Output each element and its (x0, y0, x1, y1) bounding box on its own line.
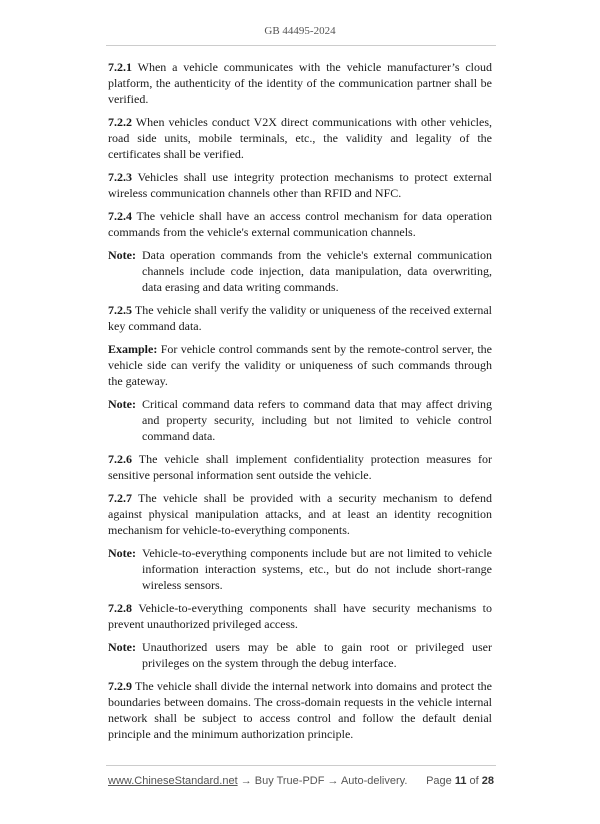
footer-promo (108, 774, 407, 788)
clause-paragraph (108, 302, 492, 334)
clause-number: Example: (108, 342, 158, 356)
note-label: Note: (108, 640, 136, 654)
clause-number: 7.2.9 (108, 679, 132, 693)
note-paragraph (108, 639, 492, 671)
note-text: Data operation commands from the vehicle's external communication channels include code injection, data manipulation, data overwriting, data erasing and data writing commands. (142, 248, 492, 294)
clause-text: The vehicle shall divide the internal network into domains and protect the boundaries between domains. The cross-domain requests in the vehicle internal network shall be subject to access control and follow the default denial principle and the minimum authorization principle. (108, 679, 492, 741)
note-label: Note: (108, 397, 136, 411)
page-number: Page 11 of 28 (426, 775, 494, 787)
clause-text: The vehicle shall be provided with a security mechanism to defend against physical manipulation attacks, and at least an identity recognition mechanism for vehicle-to-everything components. (108, 491, 492, 537)
promo-text: → Buy True-PDF → Auto-delivery. (237, 775, 408, 787)
note-paragraph (108, 396, 492, 444)
clause-paragraph (108, 600, 492, 632)
clause-text: When a vehicle communicates with the vehicle manufacturer’s cloud platform, the authenticity of the identity of the communication partner shall be verified. (108, 60, 492, 106)
clause-paragraph (108, 490, 492, 538)
clause-number: 7.2.4 (108, 209, 132, 223)
note-text: Vehicle-to-everything components include but are not limited to vehicle information interaction systems, etc., but do not include short-range wireless sensors. (142, 546, 492, 592)
website-link[interactable]: www.ChineseStandard.net (108, 775, 238, 787)
note-label: Note: (108, 546, 136, 560)
header-divider (106, 45, 496, 46)
clause-text: For vehicle control commands sent by the remote-control server, the vehicle side can verify the validity or uniqueness of such commands through the gateway. (108, 342, 492, 388)
clause-number: 7.2.3 (108, 170, 132, 184)
clause-number: 7.2.2 (108, 115, 132, 129)
clause-paragraph (108, 341, 492, 389)
note-text: Critical command data refers to command data that may affect driving and property security, including but not limited to vehicle control command data. (142, 397, 492, 443)
note-text: Unauthorized users may be able to gain root or privileged user privileges on the system through the debug interface. (142, 640, 492, 670)
clause-paragraph (108, 678, 492, 742)
clause-number: 7.2.7 (108, 491, 132, 505)
clause-paragraph (108, 59, 492, 107)
clause-number: 7.2.1 (108, 60, 132, 74)
document-id-header: GB 44495-2024 (264, 25, 336, 37)
note-paragraph (108, 545, 492, 593)
clause-number: 7.2.5 (108, 303, 132, 317)
page-content (108, 59, 492, 749)
clause-paragraph (108, 451, 492, 483)
clause-text: The vehicle shall have an access control mechanism for data operation commands from the vehicle's external communication channels. (108, 209, 492, 239)
clause-number: 7.2.6 (108, 452, 132, 466)
clause-paragraph (108, 114, 492, 162)
note-paragraph (108, 247, 492, 295)
clause-number: 7.2.8 (108, 601, 132, 615)
clause-paragraph (108, 208, 492, 240)
note-label: Note: (108, 248, 136, 262)
clause-paragraph (108, 169, 492, 201)
clause-text: When vehicles conduct V2X direct communications with other vehicles, road side units, mobile terminals, etc., the validity and legality of the certificates shall be verified. (108, 115, 492, 161)
clause-text: Vehicle-to-everything components shall have security mechanisms to prevent unauthorized privileged access. (108, 601, 492, 631)
clause-text: The vehicle shall implement confidentiality protection measures for sensitive personal information sent outside the vehicle. (108, 452, 492, 482)
clause-text: Vehicles shall use integrity protection mechanisms to protect external wireless communication channels other than RFID and NFC. (108, 170, 492, 200)
clause-text: The vehicle shall verify the validity or uniqueness of the received external key command data. (108, 303, 492, 333)
footer (108, 774, 494, 788)
footer-divider (106, 765, 496, 766)
